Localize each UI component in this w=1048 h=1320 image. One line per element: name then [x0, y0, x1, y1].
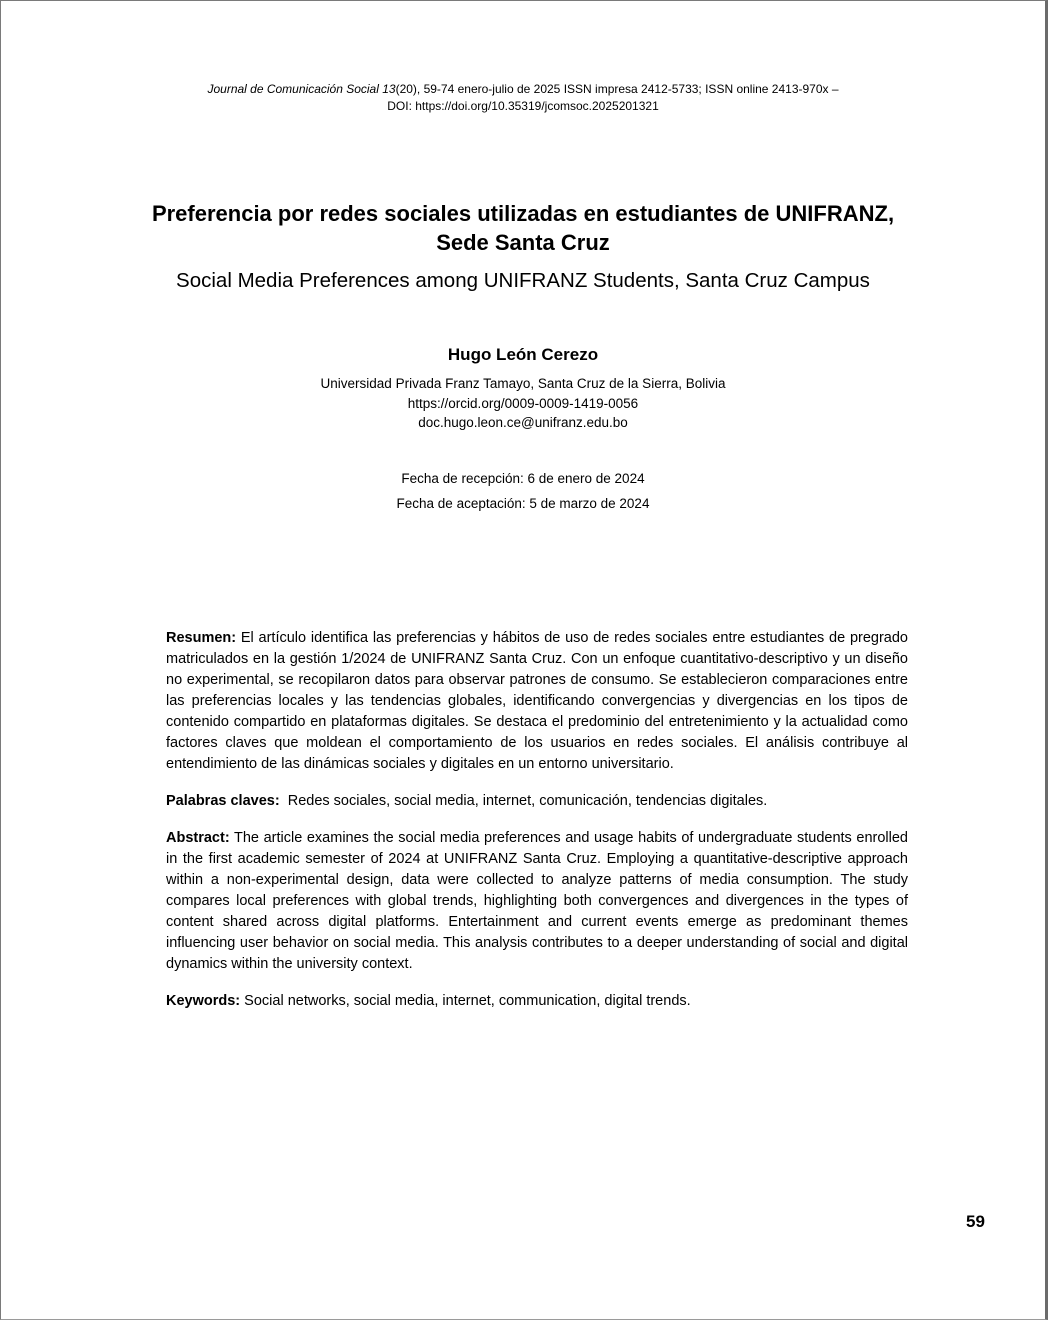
- date-received: Fecha de recepción: 6 de enero de 2024: [401, 471, 645, 486]
- journal-citation: [1, 81, 1045, 98]
- abstract-label: Abstract:: [166, 830, 230, 846]
- resumen-paragraph: [166, 628, 908, 775]
- submission-dates: [1, 466, 1045, 516]
- keywords-text: Social networks, social media, internet, communication, digital trends.: [244, 993, 691, 1009]
- keywords-paragraph: [166, 991, 908, 1012]
- palabras-claves-paragraph: [166, 791, 908, 812]
- abstract-paragraph: [166, 828, 908, 975]
- author-email: doc.hugo.leon.ce@unifranz.edu.bo: [418, 415, 628, 430]
- title-english: Social Media Preferences among UNIFRANZ Students, Santa Cruz Campus: [176, 269, 870, 292]
- keywords-label: Keywords:: [166, 993, 241, 1009]
- palabras-claves-label: Palabras claves:: [166, 793, 280, 809]
- resumen-text: El artículo identifica las preferencias y hábitos de uso de redes sociales entre estudiantes de pregrado matriculados en la gestión 1/2024 de UNIFRANZ Santa Cruz. Con un enfoque cuantitativo-descriptivo y un diseño no experimental, se recopilaron datos para observar patrones de consumo. Se establecieron comparaciones entre las preferencias locales y las tendencias globales, identificando convergencias y divergencias en los tipos de contenido compartido en plataformas digitales. Se destaca el predominio del entretenimiento y la actualidad como factores claves que moldean el comportamiento de los usuarios en redes sociales. El análisis contribuye al entendimiento de las dinámicas sociales y digitales en un entorno universitario.: [166, 630, 908, 772]
- journal-name: Journal de Comunicación Social 13: [207, 82, 396, 96]
- palabras-claves-text: Redes sociales, social media, internet, comunicación, tendencias digitales.: [287, 793, 768, 809]
- author-orcid: https://orcid.org/0009-0009-1419-0056: [407, 395, 639, 411]
- resumen-label: Resumen:: [166, 630, 237, 646]
- journal-doi: DOI: https://doi.org/10.35319/jcomsoc.2025201321: [387, 99, 659, 113]
- author-details: [1, 374, 1045, 433]
- author-affiliation: Universidad Privada Franz Tamayo, Santa Cruz de la Sierra, Bolivia: [320, 376, 726, 391]
- journal-issue-info: (20), 59-74 enero-julio de 2025 ISSN impresa 2412-5733; ISSN online 2413-970x –: [395, 82, 839, 96]
- page-number: 59: [966, 1212, 985, 1231]
- date-accepted: Fecha de aceptación: 5 de marzo de 2024: [396, 496, 650, 511]
- journal-header: [1, 81, 1045, 115]
- title-spanish: Preferencia por redes sociales utilizadas en estudiantes de UNIFRANZ, Sede Santa Cruz: [151, 201, 895, 255]
- abstract-text: The article examines the social media preferences and usage habits of undergraduate students enrolled in the first academic semester of 2024 at UNIFRANZ Santa Cruz. Employing a quantitative-descriptive approach within a non-experimental design, data were collected to analyze patterns of media consumption. The study compares local preferences with global trends, highlighting both convergences and divergences in the types of content shared across digital platforms. Entertainment and current events emerge as predominant themes influencing user behavior on social media. This analysis contributes to a deeper understanding of social and digital dynamics within the university context.: [166, 830, 908, 972]
- abstract-section: [166, 628, 908, 1028]
- author-name: Hugo León Cerezo: [447, 345, 599, 364]
